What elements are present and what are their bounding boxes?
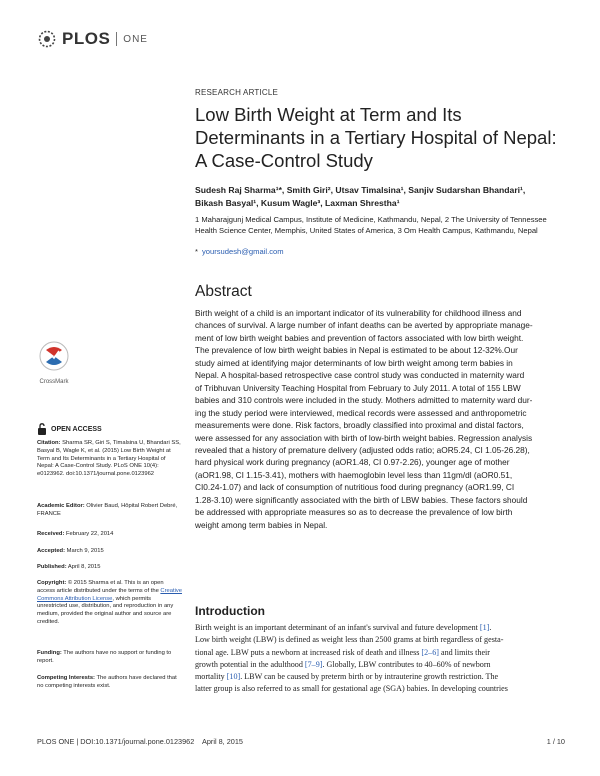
authors-line: Bikash Basyal¹, Kusum Wagle³, Laxman Shrestha¹ <box>195 197 400 208</box>
intro-line: tional age. LBW puts a newborn at increased risk of death and illness [2–6] and limits their <box>195 647 490 657</box>
abstract-line: were assessed for any association with birth of low-birth weight babies. Regression analysis <box>195 432 533 443</box>
page-footer <box>37 737 565 746</box>
intro-line: Birth weight is an important determinant of an infant's survival and future development [1]. <box>195 623 492 632</box>
abstract-line: hard physical work during pregnancy (aOR1.48, CI 0.97-2.26), younger age of mother <box>195 457 510 468</box>
citation-link[interactable]: [10] <box>226 672 241 682</box>
open-lock-icon <box>37 423 47 435</box>
abstract-line: The prevalence of low birth weight babies in Nepal is estimated to be about 12-32%.Our <box>195 345 518 356</box>
plos-dots-icon <box>36 28 58 50</box>
logo-text: PLOS <box>62 29 111 48</box>
citation-link[interactable]: [7–9] <box>304 659 323 669</box>
abstract-line: Birth weight of a child is an important indicator of its vulnerability for childhood illness and <box>195 308 522 318</box>
introduction-body <box>195 622 577 696</box>
authors-line: Sudesh Raj Sharma¹*, Smith Giri², Utsav Timalsina¹, Sanjiv Sudarshan Bhandari¹, <box>195 185 526 195</box>
abstract-line: Nepal. A hospital-based retrospective case control study was conducted in maternity ward <box>195 370 525 381</box>
abstract-line: ment of low birth weight babies and prevention of factors associated with low birth weight. <box>195 332 524 343</box>
abstract-line: of Tribhuvan University Teaching Hospital from February to July 2011. A total of 155 LBW <box>195 382 521 393</box>
citation-block: Citation: Sharma SR, Giri S, Timalsina U, Bhandari SS, Basyal B, Wagle K, et al. (2015) Low Birth Weight at Term and Its Determinants in a Tertiary Hospital of Nepal: A Case-Control Study. PLoS ONE 10(4): e0123962. doi:10.1371/journal.pone.0123962 <box>37 440 181 478</box>
abstract-body <box>195 307 577 531</box>
open-access-badge <box>37 423 102 435</box>
received-block: Received: February 22, 2014 <box>37 531 114 537</box>
funding-block: Funding: The authors have no support or funding to report. <box>37 650 172 664</box>
footer-citation: PLOS ONE | DOI:10.1371/journal.pone.0123962 April 8, 2015 <box>37 737 243 746</box>
email-link[interactable]: yoursudesh@gmail.com <box>201 247 284 256</box>
logo-journal: ONE <box>123 33 148 45</box>
abstract-line: 1.28-3.10) were significantly associated with the birth of LBW babies. These factors should <box>195 494 528 505</box>
citation-link[interactable]: [2–6] <box>421 647 439 657</box>
abstract-line: measurements were done. Risk factors, broadly classified into proximal and distal factors, <box>195 420 524 431</box>
corresponding-email <box>195 247 284 256</box>
crossmark-badge[interactable] <box>38 340 70 384</box>
open-access-label: OPEN ACCESS <box>51 425 102 433</box>
abstract-line: babies and 310 controls were included in the study. Mothers admitted to maternity ward dur- <box>195 395 533 406</box>
crossmark-label: CrossMark <box>39 379 69 385</box>
abstract-line: be addressed with appropriate measures so as to decrease the prevalence of low birth <box>195 507 513 518</box>
email-marker: * <box>195 247 198 256</box>
competing-interests-block: Competing Interests: The authors have declared that no competing interests exist. <box>37 675 177 689</box>
abstract-line: CI0.24-1.07) and lack of consumption of nutritious food during pregnancy (aOR1.99, CI <box>195 482 515 493</box>
crossmark-icon <box>38 340 70 374</box>
published-block: Published: April 8, 2015 <box>37 564 101 570</box>
abstract-heading: Abstract <box>195 283 252 300</box>
affiliations <box>195 215 585 236</box>
affiliation-line: 1 Maharajgunj Medical Campus, Institute of Medicine, Kathmandu, Nepal, 2 The University of Tennessee <box>195 215 547 224</box>
abstract-line: ing the study period were interviewed, medical records were assessed and anthropometric <box>195 407 527 418</box>
abstract-line: revealed that a history of premature delivery (adjusted odds ratio; aOR5.24, CI 1.05-26.28), <box>195 444 530 455</box>
abstract-line: weight among term babies in Nepal. <box>195 519 328 530</box>
article-title <box>195 103 585 172</box>
license-link[interactable]: Creative Commons Attribution License <box>37 587 182 602</box>
abstract-line: chances of survival. A large number of infant deaths can be averted by appropriate manage- <box>195 320 533 331</box>
accepted-block: Accepted: March 9, 2015 <box>37 548 104 554</box>
introduction-heading: Introduction <box>195 604 265 618</box>
abstract-line: (aOR1.98, CI 1.15-3.41), mothers with haemoglobin level less than 11gm/dl (aOR0.51, <box>195 469 513 480</box>
intro-line: mortality [10]. LBW can be caused by preterm birth or by intrauterine growth restriction. The <box>195 672 499 682</box>
title-line: A Case-Control Study <box>195 150 373 171</box>
article-type: RESEARCH ARTICLE <box>195 88 279 97</box>
intro-line: growth potential in the adulthood [7–9]. Globally, LBW contributes to 40–60% of newborn <box>195 659 491 669</box>
editor-block: Academic Editor: Olivier Baud, Hôpital Robert Debré, FRANCE <box>37 503 178 517</box>
page-number: 1 / 10 <box>546 737 565 746</box>
plos-one-logo <box>36 28 156 50</box>
author-list <box>195 184 585 209</box>
title-line: Determinants in a Tertiary Hospital of Nepal: <box>195 127 557 148</box>
intro-line: Low birth weight (LBW) is defined as weight less than 2500 grams at birth regardless of gesta- <box>195 635 504 645</box>
logo-divider <box>116 32 117 46</box>
affiliation-line: Health Science Center, Memphis, United States of America, 3 Om Health Campus, Kathmandu, Nepal <box>195 225 538 235</box>
abstract-line: study aimed at identifying major determinants of low birth weight among term babies in <box>195 357 513 368</box>
title-line: Low Birth Weight at Term and Its <box>195 104 462 125</box>
citation-link[interactable]: [1] <box>479 623 490 632</box>
copyright-block: Copyright: © 2015 Sharma et al. This is an open access article distributed under the terms of the Creative Commons Attribution License, which permits unrestricted use, distribution, and reproduction in any medium, provided the original author and source are credited. <box>37 580 182 625</box>
intro-line: latter group is also referred to as small for gestational age (SGA) babies. In developing countries <box>195 684 508 694</box>
